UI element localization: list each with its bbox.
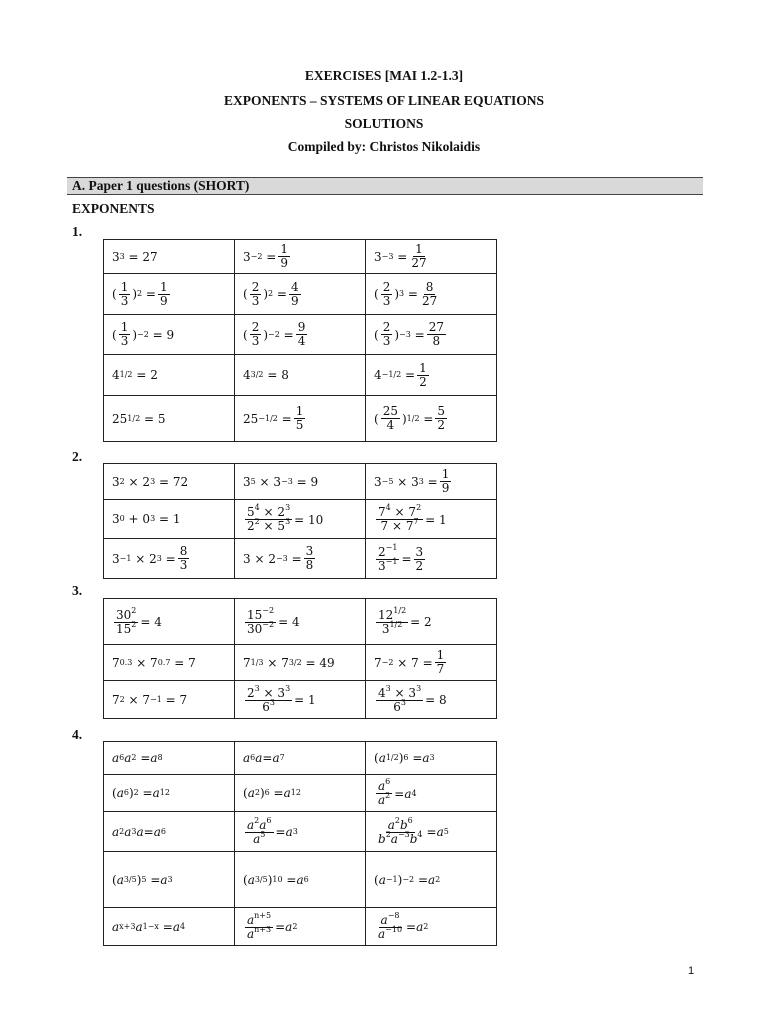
exercise-cell: $5^4 \times 2^3$ $2^2 \times 5^3$ = 10 [235, 500, 366, 539]
exercise-cell: 25 1/2 = 5 [104, 396, 235, 442]
question-number: 3. [72, 583, 83, 598]
exercise-cell: 7 2 × 7 −1 = 7 [104, 681, 235, 719]
exercise-cell: a 2 a 3 a = a 6 [104, 812, 235, 852]
section-bar [67, 177, 703, 195]
exercise-cell: ( 25 4 ) 1/2 = 5 2 [366, 396, 497, 442]
exercise-cell: ( a 6 ) 2 = a 12 [104, 775, 235, 812]
question-number: 2. [72, 449, 83, 464]
exercise-cell: 4 1/2 = 2 [104, 355, 235, 396]
document-title: EXERCISES [MAI 1.2-1.3] [304, 68, 464, 83]
exercise-cell: 3 −1 × 2 3 = 8 3 [104, 539, 235, 579]
exercise-cell: $a^2b^6$ $b^2a^{-3}b^4$ = a 5 [366, 812, 497, 852]
exercise-cell: ( 1 3 ) −2 = 9 [104, 315, 235, 355]
exercise-cell: 7 −2 × 7 = 1 7 [366, 645, 497, 681]
exercise-cell: 3 −2 = 1 9 [235, 240, 366, 274]
exercise-table-4 [103, 741, 497, 946]
exercise-cell: 3 0 + 0 3 = 1 [104, 500, 235, 539]
exercise-table-2 [103, 463, 497, 579]
exercise-cell: 7 1/3 × 7 3/2 = 49 [235, 645, 366, 681]
exercise-table-3 [103, 598, 497, 719]
exercise-cell: $2^3 \times 3^3$ $6^3$ = 1 [235, 681, 366, 719]
exercise-cell: ( 2 3 ) −2 = 9 4 [235, 315, 366, 355]
exercise-cell: $a^2a^6$ $a^5$ = a 3 [235, 812, 366, 852]
exercise-cell: a x+3 a 1−x = a 4 [104, 908, 235, 946]
exercise-cell: 4 3/2 = 8 [235, 355, 366, 396]
question-number: 1. [72, 224, 83, 239]
exercise-cell: $12^{1/2}$ $3^{1/2}$ = 2 [366, 599, 497, 645]
exercise-cell: 3 × 2 −3 = 3 8 [235, 539, 366, 579]
section-title: A. Paper 1 questions (SHORT) [72, 178, 250, 193]
exercise-cell: ( 2 3 ) 2 = 4 9 [235, 274, 366, 315]
exercise-table-1 [103, 239, 497, 442]
exercise-cell: $15^{-2}$ $30^{-2}$ = 4 [235, 599, 366, 645]
exercise-cell: 3 −5 × 3 3 = 1 9 [366, 464, 497, 500]
exercise-cell: $2^{-1}$ $3^{-1}$ = 3 2 [366, 539, 497, 579]
exercise-cell: $a^{n+5}$ $a^{n+3}$ = a 2 [235, 908, 366, 946]
exercise-cell: 3 2 × 2 3 = 72 [104, 464, 235, 500]
exercise-cell: ( 2 3 ) 3 = 8 27 [366, 274, 497, 315]
document-solutions-label: SOLUTIONS [344, 116, 424, 131]
question-number: 4. [72, 727, 83, 742]
exercise-cell: 3 5 × 3 −3 = 9 [235, 464, 366, 500]
exercise-cell: $7^4 \times 7^2$ $7 \times 7^7$ = 1 [366, 500, 497, 539]
exercise-cell: a 6 a = a 7 [235, 742, 366, 775]
exercise-cell: $a^6$ $a^2$ = a 4 [366, 775, 497, 812]
exercise-cell: 25 −1/2 = 1 5 [235, 396, 366, 442]
exercise-cell: 3 −3 = 1 27 [366, 240, 497, 274]
exercise-cell: $4^3 \times 3^3$ $6^3$ = 8 [366, 681, 497, 719]
topic-heading: EXPONENTS [72, 201, 155, 216]
exercise-cell: ( 1 3 ) 2 = 1 9 [104, 274, 235, 315]
document-subtitle: EXPONENTS – SYSTEMS OF LINEAR EQUATIONS [224, 93, 544, 108]
exercise-cell: $a^{-8}$ $a^{-10}$ = a 2 [366, 908, 497, 946]
exercise-cell: ( a 2 ) 6 = a 12 [235, 775, 366, 812]
page-number: 1 [688, 965, 695, 977]
exercise-cell: ( a 3/5 ) 10 = a 6 [235, 852, 366, 908]
exercise-cell: a 6 a 2 = a 8 [104, 742, 235, 775]
exercise-cell: 4 −1/2 = 1 2 [366, 355, 497, 396]
exercise-cell: 3 3 = 27 [104, 240, 235, 274]
document-author: Compiled by: Christos Nikolaidis [287, 139, 481, 154]
exercise-cell: ( a −1 ) −2 = a 2 [366, 852, 497, 908]
exercise-cell: 7 0.3 × 7 0.7 = 7 [104, 645, 235, 681]
exercise-cell: $30^2$ $15^2$ = 4 [104, 599, 235, 645]
exercise-cell: ( a 1/2 ) 6 = a 3 [366, 742, 497, 775]
exercise-cell: ( a 3/5 ) 5 = a 3 [104, 852, 235, 908]
exercise-cell: ( 2 3 ) −3 = 27 8 [366, 315, 497, 355]
